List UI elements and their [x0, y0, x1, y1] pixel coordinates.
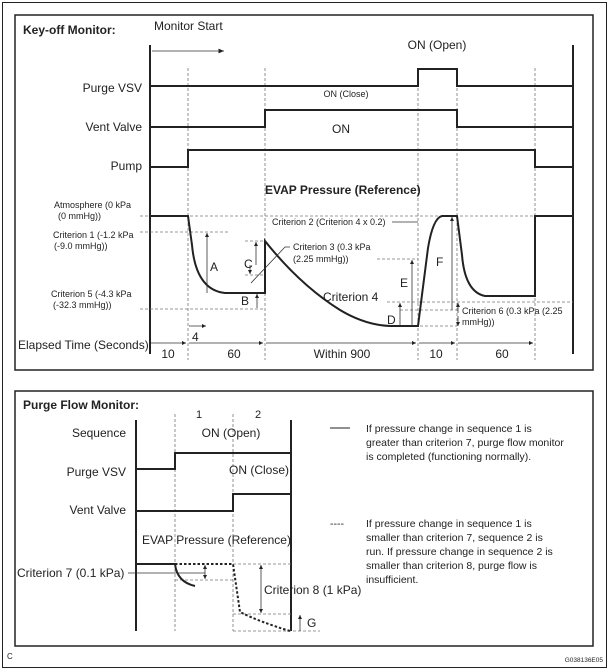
purge-vsv-signal — [150, 69, 573, 86]
criterion8-label: Criterion 8 (1 kPa) — [264, 583, 362, 597]
marker-b: B — [241, 294, 250, 308]
marker-d: D — [387, 313, 396, 327]
legend-dashed-line: smaller than criterion 8, purge flow is — [366, 560, 537, 572]
time-segment: Within 900 — [313, 347, 371, 361]
row-label-vent-valve-2: Vent Valve — [69, 503, 126, 517]
criterion4-label: Criterion 4 — [323, 290, 379, 304]
legend-dashed-line: smaller than criterion 7, sequence 2 is — [366, 532, 543, 544]
marker-e: E — [400, 276, 409, 290]
legend-solid-line: greater than criterion 7, purge flow monitor — [366, 437, 564, 449]
legend-solid-line: is completed (functioning normally). — [366, 451, 532, 463]
purge-on-close-label-2: ON (Close) — [228, 463, 289, 477]
purge-pressure-solid — [136, 564, 195, 586]
criterion1-label-2: (-9.0 mmHg)) — [54, 241, 108, 251]
marker-g: G — [307, 616, 317, 630]
row-label-sequence: Sequence — [71, 426, 126, 440]
vent-valve-signal — [150, 110, 573, 127]
vent-valve-signal-2 — [136, 494, 291, 511]
criterion6-label: Criterion 6 (0.3 kPa (2.25 — [462, 306, 563, 316]
legend-dashed-line: If pressure change in sequence 1 is — [366, 518, 532, 530]
criterion1-label: Criterion 1 (-1.2 kPa — [53, 230, 134, 240]
row-label-vent-valve: Vent Valve — [85, 120, 142, 134]
seq1-label: 1 — [195, 409, 203, 421]
criterion5-label-2: (-32.3 mmHg)) — [53, 300, 112, 310]
time-segment: 10 — [161, 347, 175, 361]
keyoff-title: Key-off Monitor: — [23, 23, 116, 37]
vent-on-label: ON — [332, 122, 350, 136]
purge-on-open-label-2: ON (Open) — [201, 426, 261, 440]
purge-title: Purge Flow Monitor: — [23, 398, 139, 412]
row-label-pump: Pump — [110, 159, 142, 173]
marker-c: C — [244, 257, 253, 271]
criterion2-label: Criterion 2 (Criterion 4 x 0.2) — [272, 217, 386, 227]
time-segment: 60 — [227, 347, 241, 361]
criterion5-label: Criterion 5 (-4.3 kPa — [51, 289, 132, 299]
legend-solid-line: If pressure change in sequence 1 is — [366, 423, 532, 435]
four-sec-label: 4 — [192, 330, 199, 344]
atmosphere-label: Atmosphere (0 kPa — [54, 200, 132, 210]
seq2-label: 2 — [254, 409, 262, 421]
time-segment: 10 — [429, 347, 443, 361]
purge-pressure-dashed — [175, 564, 290, 631]
evap-pressure-label: EVAP Pressure (Reference) — [265, 183, 421, 197]
evap-pressure-label-2: EVAP Pressure (Reference) — [142, 533, 291, 547]
marker-a: A — [210, 260, 219, 274]
corner-letter: C — [7, 652, 13, 661]
row-label-purge-vsv-2: Purge VSV — [66, 465, 126, 479]
time-segment: 60 — [495, 347, 509, 361]
monitor-start-label: Monitor Start — [154, 19, 223, 33]
elapsed-time-label: Elapsed Time (Seconds) — [18, 338, 149, 352]
marker-f: F — [436, 255, 444, 269]
pump-signal — [150, 150, 573, 167]
legend-dashed-line: run. If pressure change in sequence 2 is — [366, 546, 553, 558]
criterion3-label-2: (2.25 mmHg)) — [293, 254, 349, 264]
legend-dashed-symbol: ---- — [330, 518, 344, 530]
purge-on-close-label: ON (Close) — [323, 89, 369, 99]
criterion3-label: Criterion 3 (0.3 kPa — [293, 242, 371, 252]
criterion3-leader — [251, 247, 290, 283]
legend-dashed-line: insufficient. — [366, 574, 419, 586]
criterion6-label-2: mmHg)) — [462, 317, 495, 327]
figure-id: G038136E05 — [564, 657, 603, 664]
criterion7-label: Criterion 7 (0.1 kPa) — [17, 566, 125, 580]
atmosphere-label-2: (0 mmHg)) — [58, 211, 101, 221]
purge-on-open-label: ON (Open) — [407, 38, 467, 52]
row-label-purge-vsv: Purge VSV — [82, 81, 142, 95]
